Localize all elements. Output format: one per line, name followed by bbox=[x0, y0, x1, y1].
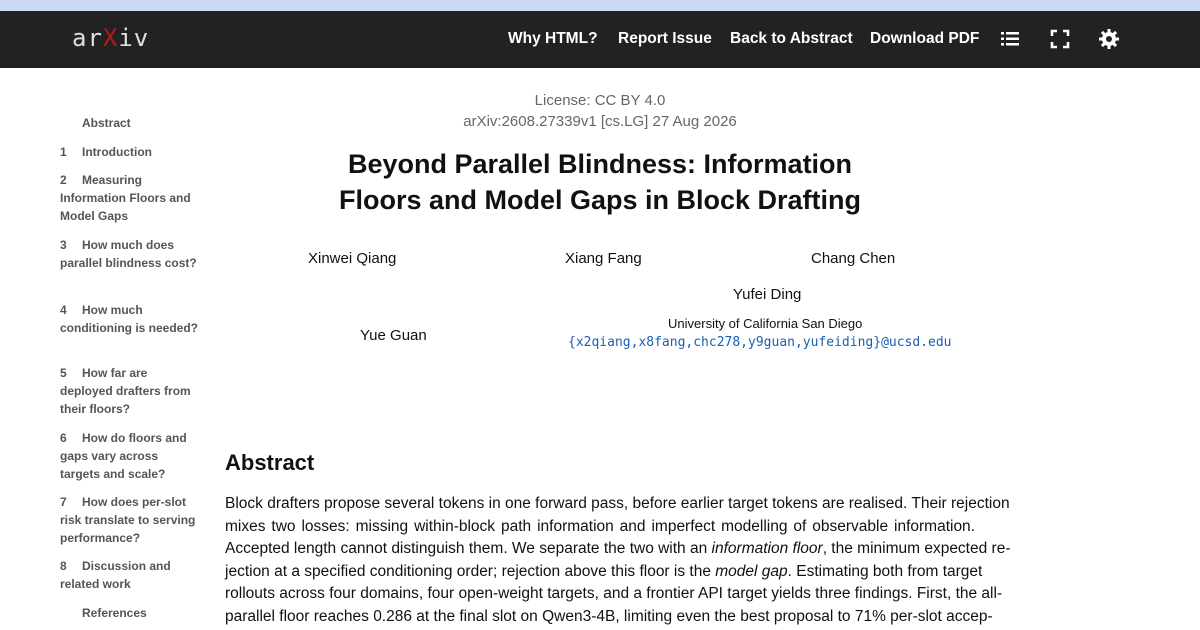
author-name: Yue Guan bbox=[360, 327, 427, 344]
report-issue-link[interactable]: Report Issue bbox=[618, 30, 712, 47]
why-html-link[interactable]: Why HTML? bbox=[508, 30, 598, 47]
toc-item-introduction[interactable] bbox=[60, 143, 200, 161]
top-navbar bbox=[0, 11, 1200, 68]
toc-item-deployed-drafters[interactable] bbox=[60, 364, 200, 418]
license-text: License: CC BY 4.0 bbox=[534, 92, 666, 109]
abstract-line-text: , the minimum expected re- bbox=[822, 540, 1011, 557]
toc-label: Introduction bbox=[82, 145, 152, 159]
toc-number: 7 bbox=[60, 495, 67, 509]
logo-text-x: X bbox=[102, 24, 119, 52]
toc-item-parallel-blindness[interactable] bbox=[60, 236, 200, 272]
author-name: Chang Chen bbox=[811, 250, 896, 267]
abstract-line: mixes two losses: missing within-block path information and imperfect modelling of observable information. bbox=[225, 517, 975, 535]
abstract-line-text: jection at a specified conditioning order; rejection above this floor is the bbox=[225, 562, 716, 580]
toc-item-floors-gaps[interactable] bbox=[60, 429, 200, 483]
author-name: Xiang Fang bbox=[565, 250, 642, 267]
term-model-gap: model gap bbox=[715, 562, 788, 580]
arxiv-id: arXiv:2608.27339v1 [cs.LG] 27 Aug 2026 bbox=[463, 113, 737, 130]
abstract-line: Block drafters propose several tokens in one forward pass, before earlier target tokens are realised. Their rejection bbox=[225, 495, 1010, 512]
toc-item-conditioning[interactable] bbox=[60, 301, 200, 337]
browser-banner-strip bbox=[0, 0, 1200, 11]
toc-item-discussion[interactable] bbox=[60, 557, 200, 593]
title-line-1: Beyond Parallel Blindness: Information bbox=[347, 149, 853, 179]
affiliation: University of California San Diego bbox=[668, 316, 863, 331]
author-email-link[interactable]: {x2qiang,x8fang,chc278,y9guan,yufeiding}@ucsd.edu bbox=[568, 335, 952, 350]
toc-number: 6 bbox=[60, 431, 67, 445]
abstract-line bbox=[225, 538, 1011, 561]
back-to-abstract-link[interactable]: Back to Abstract bbox=[730, 30, 853, 47]
abstract-line-text: Accepted length cannot distinguish them. We separate the two with an bbox=[225, 540, 712, 557]
toc-label: How much does parallel blindness cost? bbox=[60, 238, 197, 270]
abstract-line-text: . Estimating both from target bbox=[787, 562, 983, 580]
settings-icon[interactable] bbox=[1098, 28, 1120, 50]
toc-label: How much conditioning is needed? bbox=[60, 303, 198, 335]
fullscreen-icon[interactable] bbox=[1049, 28, 1071, 50]
term-information-floor: information floor bbox=[711, 540, 823, 557]
toc-number: 5 bbox=[60, 366, 67, 380]
abstract-line: parallel floor reaches 0.286 at the final slot on Qwen3-4B, limiting even the best proposal to 71% per-slot accep- bbox=[225, 607, 993, 625]
arxiv-logo[interactable] bbox=[72, 24, 149, 52]
logo-text-suffix: iv bbox=[118, 24, 150, 52]
author-name: Yufei Ding bbox=[733, 286, 802, 303]
abstract-text bbox=[225, 493, 1011, 628]
title-line-2: Floors and Model Gaps in Block Drafting bbox=[338, 185, 862, 215]
toc-number: 3 bbox=[60, 238, 67, 252]
author-name: Xinwei Qiang bbox=[308, 250, 397, 267]
toc-label: Discussion and related work bbox=[60, 559, 171, 591]
abstract-line bbox=[225, 561, 983, 584]
toc-number: 1 bbox=[60, 145, 67, 159]
logo-text-prefix: ar bbox=[72, 24, 103, 52]
toc-label: Measuring Information Floors and Model Gaps bbox=[60, 173, 191, 223]
toc-number: 2 bbox=[60, 173, 67, 187]
toc-label: How far are deployed drafters from their floors? bbox=[60, 366, 191, 416]
toc-number: 8 bbox=[60, 559, 67, 573]
toc-label: References bbox=[82, 606, 147, 620]
toc-item-per-slot-risk[interactable] bbox=[60, 493, 200, 547]
paper-title bbox=[330, 146, 870, 218]
toc-label: Abstract bbox=[82, 116, 131, 130]
toc-label: How do floors and gaps vary across targets and scale? bbox=[60, 431, 187, 481]
download-pdf-link[interactable]: Download PDF bbox=[870, 30, 980, 47]
abstract-heading: Abstract bbox=[225, 450, 315, 475]
list-icon[interactable] bbox=[999, 28, 1021, 50]
toc-item-measuring[interactable] bbox=[60, 171, 200, 225]
toc-item-references[interactable] bbox=[60, 604, 200, 622]
abstract-line: rollouts across four domains, four open-weight targets, and a frontier API target yields three findings. First, the all- bbox=[225, 585, 1003, 602]
toc-label: How does per-slot risk translate to serving performance? bbox=[60, 495, 196, 545]
toc-number: 4 bbox=[60, 303, 67, 317]
